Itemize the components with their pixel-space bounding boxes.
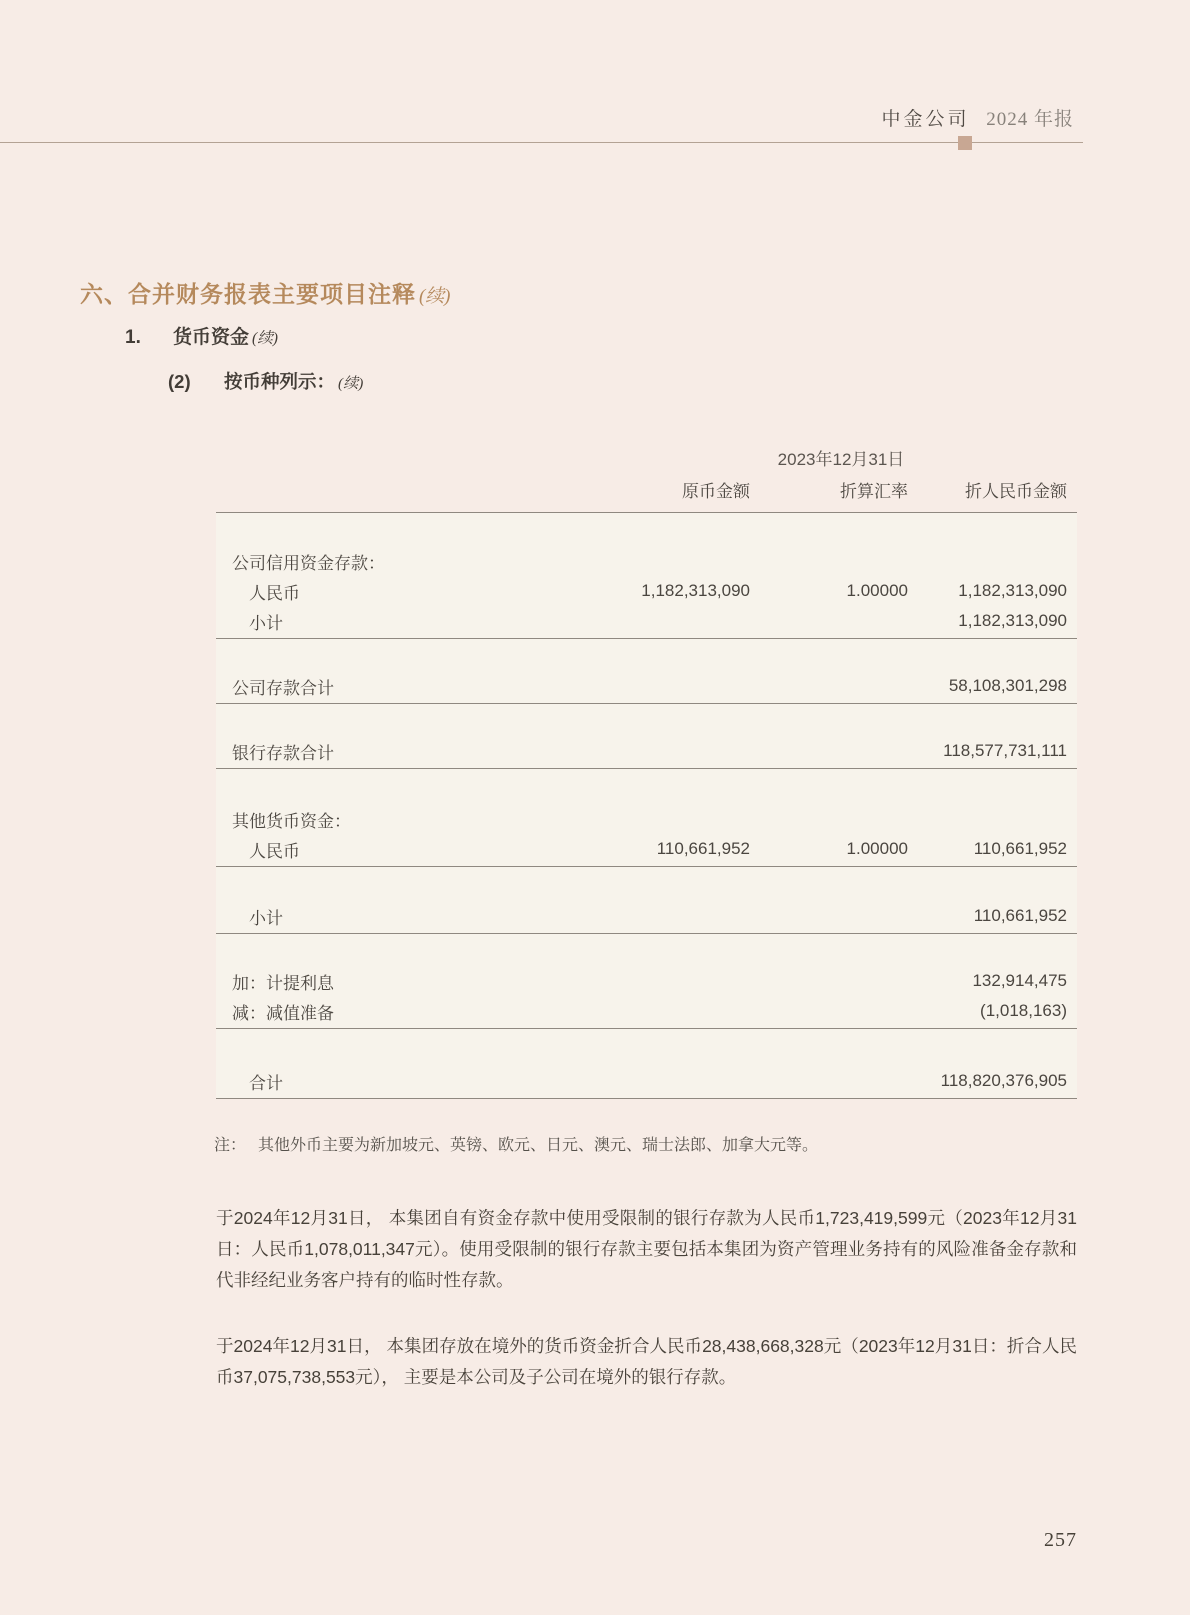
table-row <box>216 834 1077 864</box>
table-row <box>216 671 1077 701</box>
row-label: 加：计提利息 <box>232 973 334 993</box>
footnote-prefix: 注： <box>214 1137 247 1154</box>
column-header-rmb-amount: 折人民币金额 <box>965 482 1067 501</box>
report-title: 2024 年报 <box>986 109 1074 130</box>
row-label: 银行存款合计 <box>232 743 334 763</box>
column-header-original-amount: 原币金额 <box>682 482 750 501</box>
table-band-bank-deposits-total <box>216 704 1077 769</box>
cell-rmb-amount: 118,577,731,111 <box>943 741 1067 760</box>
row-label: 其他货币资金： <box>232 811 351 831</box>
row-label: 人民币 <box>249 583 300 603</box>
table-period-header: 2023年12月31日 <box>777 450 905 469</box>
column-header-exchange-rate: 折算汇率 <box>840 482 908 501</box>
table-row <box>216 606 1077 636</box>
paragraph-overseas-funds: 于2024年12月31日， 本集团存放在境外的货币资金折合人民币28,438,668,328元（2023年12月31日：折合人民币37,075,738,553元）， 主要是本公司及子公司在境外的银行存款。 <box>216 1336 1077 1387</box>
table-row <box>216 576 1077 606</box>
cell-rmb-amount: 132,914,475 <box>972 971 1067 990</box>
subitem-heading <box>168 368 363 394</box>
section-heading-text: 六、合并财务报表主要项目注释 <box>80 281 416 307</box>
company-name: 中金公司 <box>881 109 970 130</box>
cell-rmb-amount: 58,108,301,298 <box>948 676 1067 695</box>
table-column-headers <box>216 477 1077 502</box>
subsection-continued: (续) <box>252 330 278 347</box>
cell-rmb-amount: 1,182,313,090 <box>958 581 1067 600</box>
table-row <box>216 1066 1077 1096</box>
subitem-title: 按币种列示： <box>224 371 336 392</box>
header-rule <box>0 142 1083 143</box>
section-heading-continued: (续) <box>419 286 451 307</box>
running-head <box>881 104 1074 131</box>
table-row <box>216 996 1077 1026</box>
table-body <box>216 512 1077 1099</box>
cell-original-amount: 110,661,952 <box>656 839 750 858</box>
section-heading <box>80 276 450 309</box>
footnote-text: 其他外币主要为新加坡元、英镑、欧元、日元、澳元、瑞士法郎、加拿大元等。 <box>258 1137 819 1154</box>
table-band-corporate-credit <box>216 513 1077 639</box>
subsection-number: 1. <box>125 327 141 348</box>
row-label: 减：减值准备 <box>232 1003 334 1023</box>
subsection-title: 货币资金 <box>173 327 250 348</box>
table-band-other-monetary-funds <box>216 769 1077 867</box>
cell-rmb-amount: 118,820,376,905 <box>940 1071 1067 1090</box>
subsection-heading <box>125 322 278 349</box>
table-band-subtotal <box>216 867 1077 934</box>
cell-rmb-amount: (1,018,163) <box>980 1001 1067 1020</box>
row-label: 人民币 <box>249 841 300 861</box>
column-header-spacer <box>216 477 570 502</box>
cell-original-amount: 1,182,313,090 <box>641 581 750 600</box>
table-band-adjustments <box>216 934 1077 1029</box>
table-row <box>216 966 1077 996</box>
row-label: 小计 <box>249 908 283 928</box>
row-label: 小计 <box>249 613 283 633</box>
table-row <box>216 736 1077 766</box>
cell-rmb-amount: 110,661,952 <box>973 906 1067 925</box>
header-square-marker <box>958 136 972 150</box>
table-band-grand-total <box>216 1029 1077 1099</box>
row-label: 公司存款合计 <box>232 678 334 698</box>
cell-exchange-rate: 1.00000 <box>846 839 908 858</box>
table-row <box>216 804 1077 834</box>
cell-exchange-rate: 1.00000 <box>846 581 908 600</box>
table-row <box>216 901 1077 931</box>
row-label: 公司信用资金存款： <box>232 553 385 573</box>
table-row <box>216 546 1077 576</box>
paragraph-restricted-deposits: 于2024年12月31日， 本集团自有资金存款中使用受限制的银行存款为人民币1,723,419,599元（2023年12月31日：人民币1,078,011,347元）。使用受限制的银行存款主要包括本集团为资产管理业务持有的风险准备金存款和代非经纪业务客户持有的临时性存款。 <box>216 1208 1077 1290</box>
cell-rmb-amount: 1,182,313,090 <box>958 611 1067 630</box>
table-footnote <box>214 1132 1077 1155</box>
table-band-corporate-deposits-total <box>216 639 1077 704</box>
subitem-continued: (续) <box>338 375 364 392</box>
row-label: 合计 <box>249 1073 283 1093</box>
cell-rmb-amount: 110,661,952 <box>973 839 1067 858</box>
subitem-number: (2) <box>168 371 191 392</box>
page-number: 257 <box>1044 1529 1077 1551</box>
